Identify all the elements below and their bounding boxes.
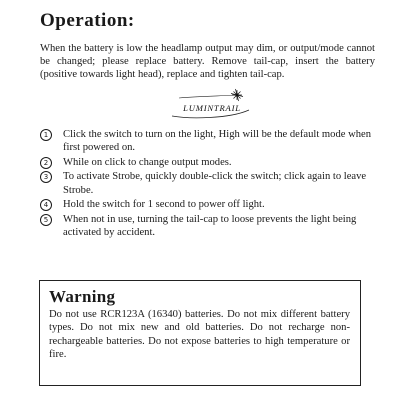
step-text: While on click to change output modes.: [63, 156, 232, 168]
operation-steps: [40, 128, 380, 241]
operation-intro: When the battery is low the headlamp output may dim, or output/mode cannot be changed; please replace battery. Remove tail-cap, insert the battery (positive towards light head), replace and tighten tail-cap.: [40, 43, 375, 81]
step-number-badge: 1: [40, 129, 52, 141]
step-item: [40, 170, 380, 196]
step-text: When not in use, turning the tail-cap to loose prevents the light being activated by accident.: [63, 213, 357, 238]
step-number-badge: 3: [40, 171, 52, 183]
step-item: [40, 213, 380, 239]
step-number-badge: 2: [40, 157, 52, 169]
operation-heading: Operation:: [40, 10, 135, 31]
step-text: Click the switch to turn on the light, High will be the default mode when first powered on.: [63, 129, 372, 154]
warning-text: Do not use RCR123A (16340) batteries. Do not mix different battery types. Do not mix new and old batteries. Do not recharge non-rechargeable batteries. Do not expose batteries to high temperature or fire.: [49, 309, 350, 361]
step-text: Hold the switch for 1 second to power off light.: [63, 199, 265, 211]
step-item: [40, 156, 380, 169]
step-number-badge: 5: [40, 214, 52, 226]
brand-logo: [169, 86, 255, 122]
step-text: To activate Strobe, quickly double-click the switch; click again to leave Strobe.: [63, 171, 367, 196]
warning-box: [39, 280, 361, 386]
logo-wordmark: LUMINTRAIL: [183, 103, 241, 113]
warning-title: Warning: [49, 287, 116, 306]
step-number-badge: 4: [40, 199, 52, 211]
star-burst-icon: [231, 89, 243, 101]
step-item: [40, 198, 380, 211]
step-item: [40, 128, 380, 154]
